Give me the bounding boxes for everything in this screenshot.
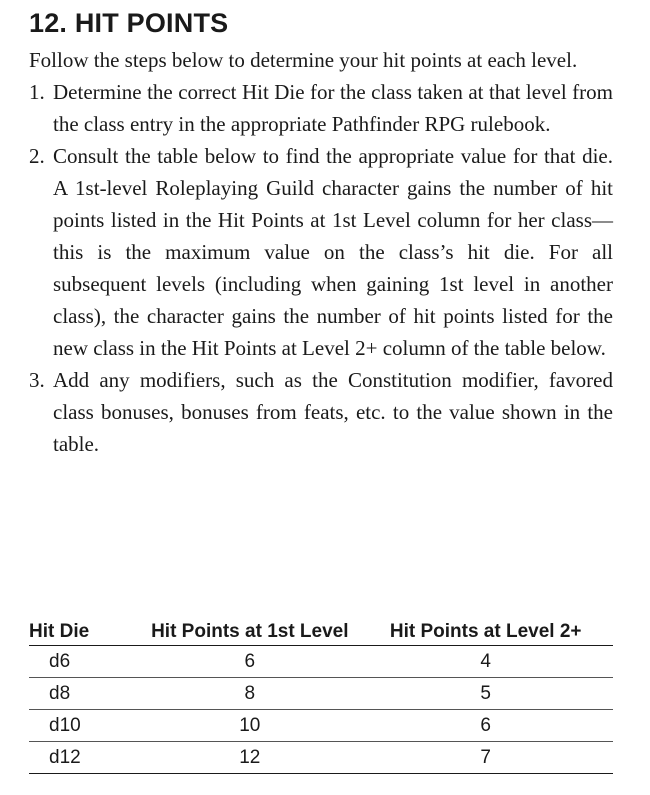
cell-hp-first-level: 8 xyxy=(141,678,358,710)
header-hp-first-level: Hit Points at 1st Level xyxy=(141,619,358,646)
step-text: Consult the table below to find the appropriate value for that die. A 1st-level Roleplaying Guild character gains the number of hit points listed in the Hit Points at 1st Level column for her class—this is the maximum value on the class’s hit die. For all subsequent levels (including when gaining 1st level in another class), the character gains the number of hit points listed for the new class in the Hit Points at Level 2+ column of the table below. xyxy=(53,144,613,360)
list-item xyxy=(29,364,613,460)
step-number: 2. xyxy=(29,144,45,168)
cell-hit-die: d8 xyxy=(29,678,141,710)
table-row xyxy=(29,742,613,774)
list-item xyxy=(29,140,613,364)
table-row xyxy=(29,710,613,742)
table-header-row xyxy=(29,619,613,646)
intro-paragraph: Follow the steps below to determine your hit points at each level. xyxy=(29,48,578,72)
cell-hit-die: d10 xyxy=(29,710,141,742)
hit-points-table xyxy=(29,619,613,774)
list-item xyxy=(29,76,613,140)
cell-hp-level-2-plus: 5 xyxy=(358,678,613,710)
document-page xyxy=(29,0,613,768)
step-text: Add any modifiers, such as the Constitution modifier, favored class bonuses, bonuses from feats, etc. to the value shown in the table. xyxy=(53,368,613,456)
cell-hp-first-level: 6 xyxy=(141,646,358,678)
section-title: 12. HIT POINTS xyxy=(29,8,229,38)
cell-hp-level-2-plus: 7 xyxy=(358,742,613,774)
step-number: 1. xyxy=(29,80,45,104)
cell-hit-die: d6 xyxy=(29,646,141,678)
step-number: 3. xyxy=(29,368,45,392)
cell-hp-first-level: 12 xyxy=(141,742,358,774)
header-hit-die: Hit Die xyxy=(29,619,141,646)
cell-hit-die: d12 xyxy=(29,742,141,774)
cell-hp-level-2-plus: 4 xyxy=(358,646,613,678)
steps-list xyxy=(29,76,613,460)
cell-hp-first-level: 10 xyxy=(141,710,358,742)
header-hp-level-2-plus: Hit Points at Level 2+ xyxy=(358,619,613,646)
table-row xyxy=(29,646,613,678)
table-row xyxy=(29,678,613,710)
cell-hp-level-2-plus: 6 xyxy=(358,710,613,742)
step-text: Determine the correct Hit Die for the class taken at that level from the class entry in the appropriate Pathfinder RPG rulebook. xyxy=(53,80,613,136)
